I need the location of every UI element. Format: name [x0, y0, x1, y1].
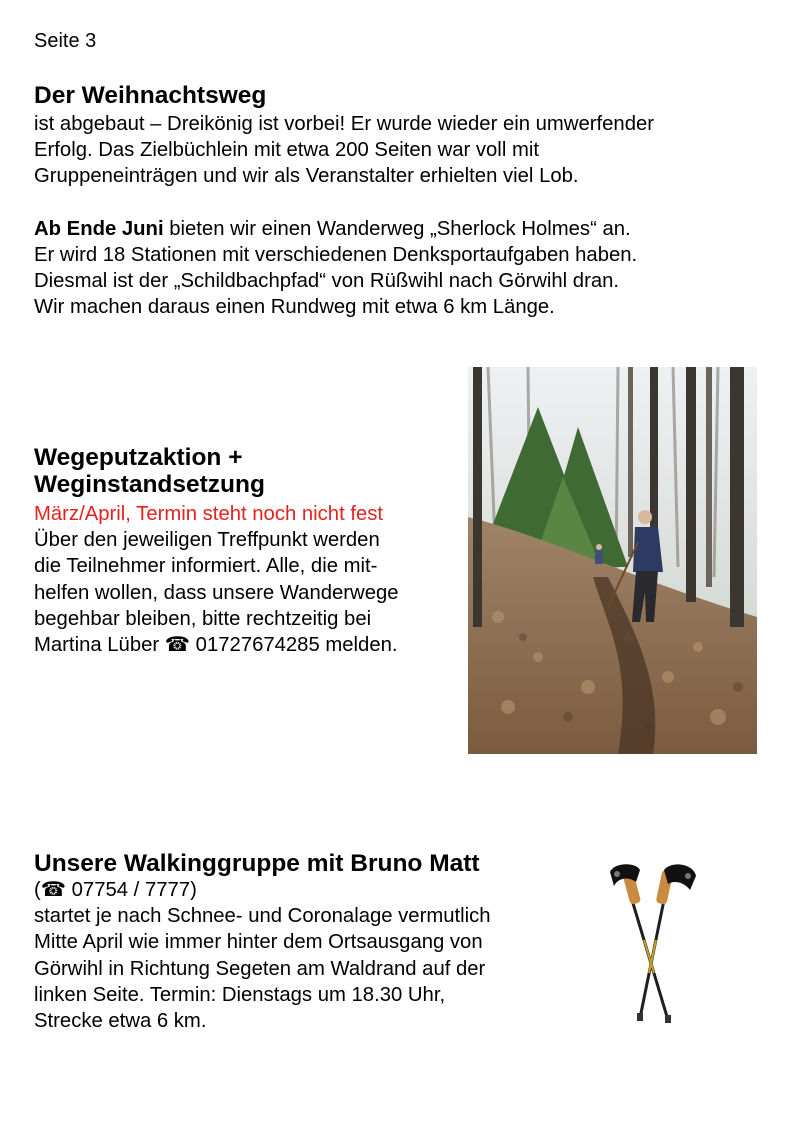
bold-text: Ab Ende Juni [34, 217, 164, 240]
phone-line: (☎ 07754 / 7777) [34, 879, 197, 901]
text-line: startet je nach Schnee- und Coronalage vermutlich [34, 905, 491, 928]
text-line: begehbar bleiben, bitte rechtzeitig bei [34, 607, 372, 630]
forest-trail-photo [468, 367, 757, 754]
section-title: Unsere Walkinggruppe mit Bruno Matt [34, 850, 480, 877]
paragraph [34, 216, 654, 321]
date-note: März/April, Termin steht noch nicht fest [34, 503, 384, 525]
text-line: helfen wollen, dass unsere Wanderwege [34, 581, 399, 604]
text-line: Strecke etwa 6 km. [34, 1010, 207, 1033]
text-line: Martina Lüber ☎ 01727674285 melden. [34, 634, 398, 657]
section-wegeputzaktion [34, 444, 399, 658]
text-line: linken Seite. Termin: Dienstags um 18.30 Uhr, [34, 983, 446, 1006]
section-title-line: Weginstandsetzung [34, 471, 265, 498]
text-line: ist abgebaut – Dreikönig ist vorbei! Er wurde wieder ein umwerfender [34, 113, 655, 135]
section-title-line: Wegeputzaktion + [34, 444, 243, 471]
section-title: Der Weihnachtsweg [34, 82, 267, 109]
walking-poles-image [602, 860, 702, 1025]
text-line: die Teilnehmer informiert. Alle, die mit- [34, 555, 378, 578]
paragraph [34, 111, 654, 190]
text-span: bieten wir einen Wanderweg „Sherlock Holmes“ an. [163, 217, 631, 240]
text-line: Mitte April wie immer hinter dem Ortsausgang von [34, 931, 483, 954]
section-weihnachtsweg [34, 82, 654, 320]
section-walkinggruppe [34, 850, 491, 1034]
text-line [34, 216, 654, 242]
text-line: Er wird 18 Stationen mit verschiedenen Denksportaufgaben haben. [34, 243, 638, 266]
text-line: Gruppeneinträgen und wir als Veranstalter erhielten viel Lob. [34, 165, 579, 188]
text-line: Wir machen daraus einen Rundweg mit etwa 6 km Länge. [34, 296, 555, 319]
text-line: Görwihl in Richtung Segeten am Waldrand auf der [34, 957, 486, 980]
text-line: Erfolg. Das Zielbüchlein mit etwa 200 Seiten war voll mit [34, 139, 539, 162]
paragraph [34, 501, 399, 658]
paragraph [34, 877, 491, 1034]
text-line: Diesmal ist der „Schildbachpfad“ von Rüßwihl nach Görwihl dran. [34, 270, 620, 293]
text-line: Über den jeweiligen Treffpunkt werden [34, 529, 380, 552]
page-number: Seite 3 [34, 30, 97, 52]
